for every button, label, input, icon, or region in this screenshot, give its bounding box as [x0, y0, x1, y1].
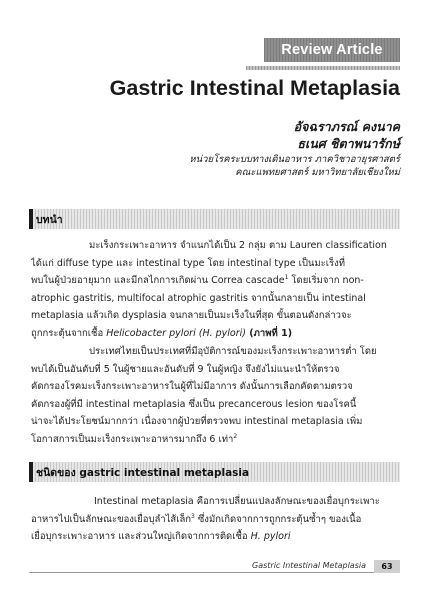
banner-divider [246, 66, 400, 70]
text-line [31, 511, 399, 529]
text-line: มะเร็งกระเพาะอาหาร จำแนกได้เป็น 2 กลุ่ม ตาม Lauren classification [89, 240, 387, 251]
text-run: ซึ่งมักเกิดจากการถูกกระตุ้นซ้ำๆ ของเนื้อ [194, 513, 362, 525]
section-heading-label: บทนำ [36, 213, 63, 226]
running-title: Gastric Intestinal Metaplasia [29, 560, 374, 573]
text-run-italic: H. pylori [250, 531, 291, 543]
text-run: โอกาสการเป็นมะเร็งกระเพาะอาหารมากถึง 6 เท่า [31, 433, 234, 445]
paragraph [31, 493, 399, 546]
text-line: ประเทศไทยเป็นประเทศที่มีอุบัติการณ์ของมะเร็งกระเพาะอาหารต่ำ โดย [89, 346, 377, 357]
text-line: คัดกรองผู้ที่มี intestinal metaplasia ซึ่งเป็น precancerous lesion ของโรคนี้ [31, 398, 357, 410]
article-type-label: Review Article [281, 42, 383, 58]
text-line [31, 431, 399, 449]
author-affiliation: หน่วยโรคระบบทางเดินอาหาร ภาควิชาอายุรศาสตร์ [189, 154, 400, 165]
text-line [31, 325, 399, 343]
text-line: ได้แก่ diffuse type และ intestinal type โดย intestinal type เป็นมะเร็งที่ [31, 257, 346, 269]
paragraph [31, 343, 399, 449]
text-line: คัดกรองโรคมะเร็งกระเพาะอาหารในผู้ที่ไม่มีอาการ ดังนั้นการเลือกคัดตามตรวจ [31, 381, 353, 393]
text-line: metaplasia แล้วเกิด dysplasia จนกลายเป็นมะเร็งในที่สุด ขั้นตอนดังกล่าวจะ [31, 310, 352, 322]
paragraph [31, 237, 399, 343]
text-line: พบได้เป็นอันดับที่ 5 ในผู้ชายและอันดับที่ 9 ในผู้หญิง จึงยังไม่แนะนำให้ตรวจ [31, 363, 340, 375]
article-title: Gastric Intestinal Metaplasia [109, 76, 400, 100]
text-line: Intestinal metaplasia คือการเปลี่ยนแปลงลักษณะของเยื่อบุกระเพาะ [94, 496, 380, 507]
text-run: อาหารไปเป็นลักษณะของเยื่อบุลำไส้เล็ก [31, 513, 192, 525]
text-line: atrophic gastritis, multifocal atrophic gastritis จากนั้นกลายเป็น intestinal [31, 292, 366, 304]
citation: 2 [233, 432, 238, 440]
text-line: น่าจะได้ประโยชน์มากกว่า เนื่องจากผู้ป่วยที่ตรวจพบ intestinal metaplasia เพิ่ม [31, 416, 363, 428]
author-name: อัจฉราภรณ์ คงนาค [293, 119, 400, 134]
section-heading-label: ชนิดของ gastric intestinal metaplasia [36, 466, 250, 479]
text-run-italic: Helicobacter pylori (H. pylori) [106, 327, 246, 339]
text-run: เยื่อบุกระเพาะอาหาร และส่วนใหญ่เกิดจากการติดเชื้อ [31, 531, 251, 543]
text-run: พบในผู้ป่วยอายุมาก และมีกลไกการเกิดผ่าน Correa cascade [31, 275, 285, 287]
text-line [31, 272, 399, 290]
page-number: 63 [374, 560, 400, 573]
article-type-banner [264, 38, 400, 62]
section-heading-introduction [29, 209, 400, 229]
citation: 3 [191, 512, 195, 520]
author-name: ธเนศ ชิตาพนารักษ์ [297, 136, 400, 151]
figure-reference: (ภาพที่ 1) [246, 327, 293, 339]
text-run: ถูกกระตุ้นจากเชื้อ [31, 327, 107, 339]
section-heading-types [29, 462, 400, 482]
citation: 1 [284, 274, 289, 282]
author-affiliation: คณะแพทยศาสตร์ มหาวิทยาลัยเชียงใหม่ [235, 167, 400, 178]
section-marker [29, 209, 33, 229]
text-run: โดยเริ่มจาก non- [288, 275, 364, 287]
page-footer [29, 560, 400, 573]
text-line [31, 528, 399, 546]
section-marker [29, 462, 33, 482]
